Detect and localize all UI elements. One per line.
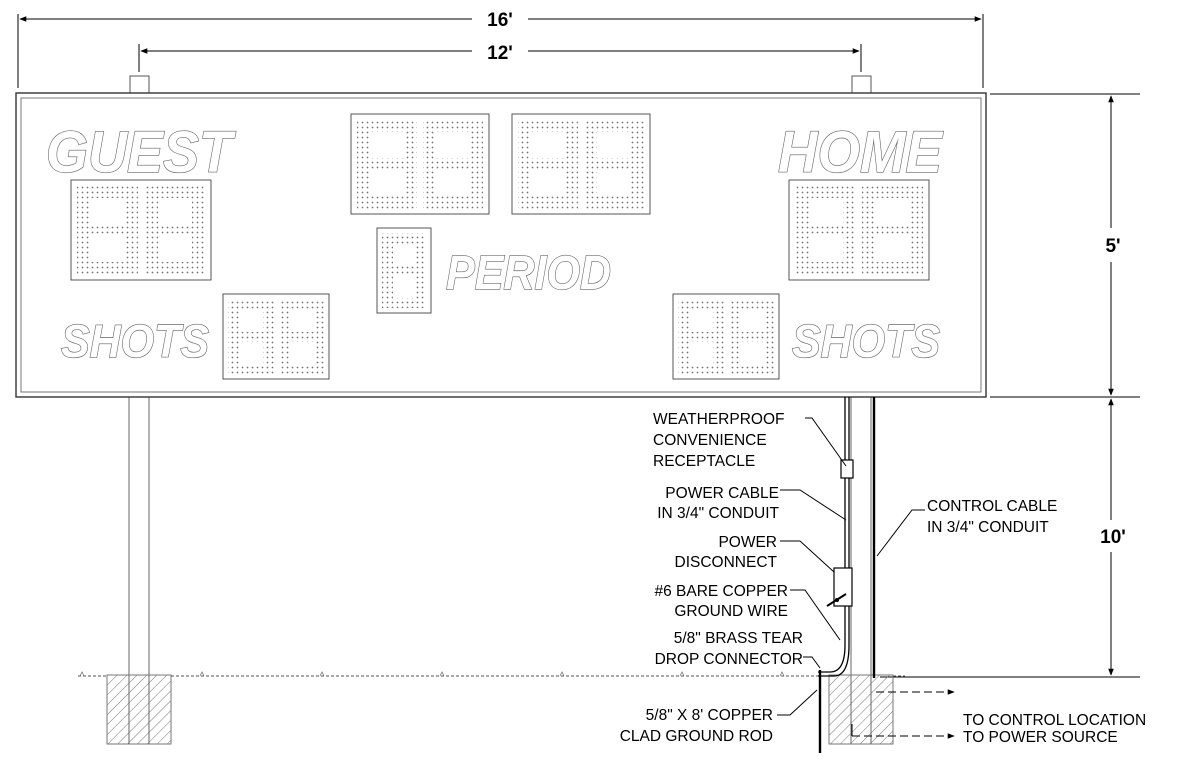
svg-text:5/8" X 8' COPPER: 5/8" X 8' COPPER	[645, 707, 773, 724]
period-digit	[377, 228, 431, 313]
note-power-cable	[657, 485, 779, 522]
home-score-digits	[789, 180, 929, 280]
home-label: HOME	[778, 120, 945, 185]
weatherproof-receptacle	[841, 460, 853, 478]
svg-text:GROUND WIRE: GROUND WIRE	[674, 603, 788, 620]
svg-text:#6 BARE COPPER: #6 BARE COPPER	[654, 583, 788, 600]
guest-shots-digits	[223, 294, 329, 379]
guest-shots-label: SHOTS	[61, 315, 210, 367]
svg-text:DISCONNECT: DISCONNECT	[674, 554, 777, 571]
note-receptacle	[653, 411, 784, 470]
dimension-post-spacing-label: 12'	[487, 43, 513, 64]
dimension-post-spacing	[139, 43, 861, 72]
note-to-control-location: TO CONTROL LOCATION	[963, 712, 1147, 729]
concrete-footing-left	[107, 675, 171, 744]
dimension-overall-width-label: 16'	[487, 10, 513, 31]
svg-text:IN 3/4" CONDUIT: IN 3/4" CONDUIT	[657, 505, 779, 522]
ground-line	[78, 672, 905, 676]
home-shots-label: SHOTS	[792, 315, 941, 367]
power-disconnect	[827, 568, 852, 606]
svg-text:DROP CONNECTOR: DROP CONNECTOR	[654, 651, 803, 668]
home-shots-digits	[673, 294, 779, 379]
note-control-cable	[927, 498, 1057, 536]
guest-label: GUEST	[46, 120, 237, 185]
power-conduit	[818, 397, 849, 676]
svg-text:5/8" BRASS TEAR: 5/8" BRASS TEAR	[673, 630, 803, 647]
svg-text:CONVENIENCE: CONVENIENCE	[653, 432, 767, 449]
dimension-sign-height	[990, 94, 1140, 397]
svg-text:POWER: POWER	[718, 534, 777, 551]
clock-minutes-digits	[351, 114, 489, 214]
dimension-clearance-height-label: 10'	[1100, 527, 1126, 548]
note-tear-drop-connector	[655, 630, 803, 668]
dimension-sign-height-label: 5'	[1105, 236, 1121, 257]
clock-seconds-digits	[512, 114, 650, 214]
guest-score-digits	[71, 180, 211, 280]
svg-text:CONTROL CABLE: CONTROL CABLE	[927, 498, 1058, 515]
period-label: PERIOD	[446, 247, 611, 300]
note-ground-wire	[654, 583, 788, 620]
svg-text:IN 3/4" CONDUIT: IN 3/4" CONDUIT	[927, 519, 1049, 536]
svg-text:CLAD GROUND ROD: CLAD GROUND ROD	[619, 728, 773, 745]
concrete-footing-right	[829, 675, 893, 744]
note-to-power-source: TO POWER SOURCE	[963, 729, 1118, 746]
svg-text:POWER CABLE: POWER CABLE	[665, 485, 779, 502]
note-ground-rod	[620, 707, 773, 745]
dimension-clearance-height	[880, 399, 1140, 677]
note-power-disconnect	[675, 534, 778, 571]
svg-text:RECEPTACLE: RECEPTACLE	[653, 453, 756, 470]
svg-text:WEATHERPROOF: WEATHERPROOF	[653, 411, 785, 428]
